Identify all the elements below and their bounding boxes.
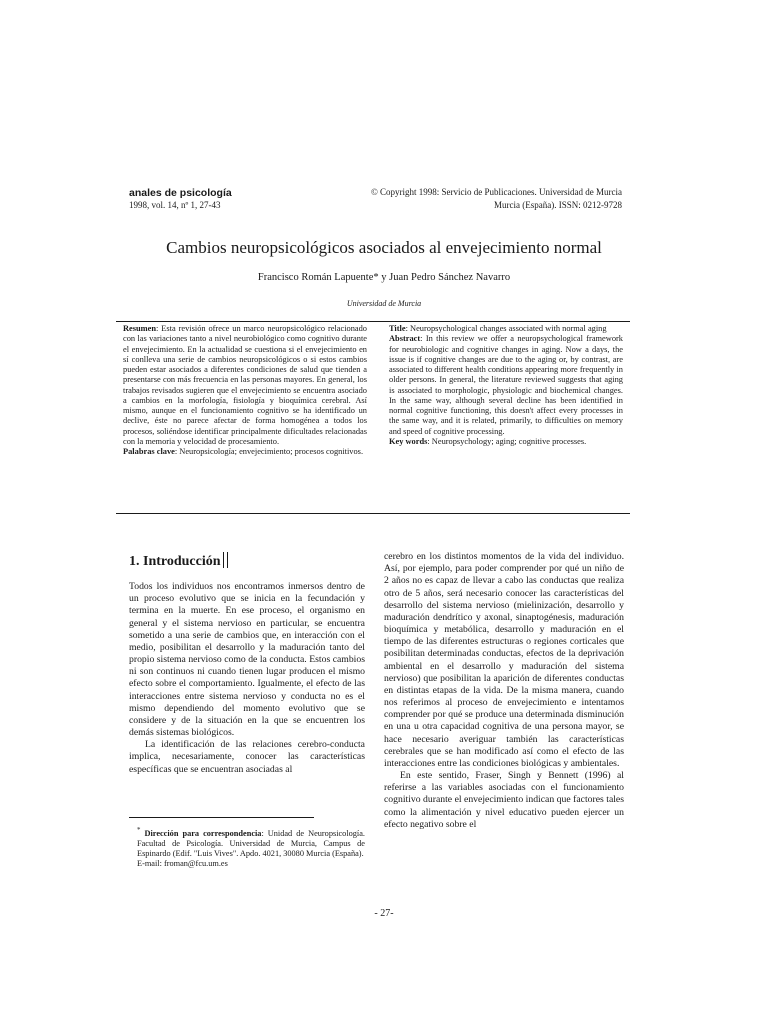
footnote-email: E-mail: froman@fcu.um.es xyxy=(137,859,228,869)
author-line: Francisco Román Lapuente* y Juan Pedro Sánchez Navarro xyxy=(257,272,511,283)
section-heading xyxy=(129,552,228,570)
text-cursor xyxy=(223,552,228,568)
palabras-clave-text: : Neuropsicología; envejecimiento; procesos cognitivos. xyxy=(174,447,364,456)
body-column-left xyxy=(129,581,365,776)
body-column-right xyxy=(384,551,624,831)
resumen-label: Resumen xyxy=(123,324,157,333)
abstract-label: Abstract xyxy=(389,334,421,344)
page-number: - 27- xyxy=(374,908,394,919)
paragraph: En este sentido, Fraser, Singh y Bennett (1996) al referirse a las variables asociadas con el funcionamiento cognitivo durante el envejecimiento indican que factores tales como la alimentación y nivel educativo pueden ejercer un efecto negativo sobre el xyxy=(384,770,624,830)
abstract-english xyxy=(389,324,623,447)
key-words-text: : Neuropsychology; aging; cognitive processes. xyxy=(427,436,587,446)
abstract-box xyxy=(116,321,630,514)
paragraph: cerebro en los distintos momentos de la vida del individuo. Así, por ejemplo, para poder comprender por qué un niño de 2 años no es capaz de llevar a cabo las conductas que realiza otro de 5 años, será necesario conocer las características del desarrollo del sistema nervioso (mielinización, desarrollo y maduración dendrítico y axonal, sinaptogénesis, maduración bioquímica y metabólica, desarrollo y maduración en el tiempo de las diferentes estructuras o regiones corticales que posibilitan determinadas conductas, efectos de la deprivación ambiental en el desarrollo y maduración del sistema nervioso) que posibilitan la aparición de diferentes conductas en distintas etapas de la vida. De la misma manera, cuando nos referimos al proceso de envejecimiento e intentamos comprender por qué se produce una determinada disminución en una u otra capacidad cognitiva de una persona mayor, se hace necesario averiguar también las características cerebrales que se han modificado así como el efecto de las interacciones entre las condiciones biológicas y ambientales. xyxy=(384,551,624,769)
palabras-clave-label: Palabras clave xyxy=(123,447,175,456)
paragraph: Todos los individuos nos encontramos inmersos dentro de un proceso evolutivo que se inicia en la fecundación y termina en la muerte. En ese proceso, el organismo en general y el sistema nervioso en particular, se encuentra sometido a una serie de cambios que, en interacción con el medio, posibilitan el desarrollo y la maduración tanto del propio sistema nervioso como de la conducta. Estos cambios ni son continuos ni cuando tienen lugar producen el mismo efecto sobre el comportamiento. Igualmente, el efecto de las interacciones entre sistema nervioso y conducta no es el mismo dependiendo del momento evolutivo que se considere y de la situación en la que se encuentren los demás sistemas biológicos. xyxy=(129,581,365,739)
footnote-text: : Unidad de Neuropsicología. Facultad de Psicología. Universidad de Murcia, Campus de Espinardo (Edif. "Luis Vives". Apdo. 4021, 30080 Murcia (España). xyxy=(137,828,365,858)
article-title: Cambios neuropsicológicos asociados al envejecimiento normal xyxy=(166,238,602,257)
section-heading-text: 1. Introducción xyxy=(129,554,221,569)
journal-name: anales de psicología xyxy=(129,187,232,199)
footnote-label: Dirección para correspondencia xyxy=(144,828,262,838)
copyright-line-1: © Copyright 1998: Servicio de Publicaciones. Universidad de Murcia xyxy=(370,187,622,197)
copyright-line-2: Murcia (España). ISSN: 0212-9728 xyxy=(494,200,622,210)
footnote-divider xyxy=(129,817,314,818)
key-words-label: Key words xyxy=(389,436,428,446)
english-title-text: : Neuropsychological changes associated with normal aging xyxy=(405,324,607,333)
abstract-spanish xyxy=(123,324,367,457)
title-label: Title xyxy=(389,324,406,333)
footnote xyxy=(129,827,365,869)
volume-info: 1998, vol. 14, nº 1, 27-43 xyxy=(129,200,221,210)
paragraph: La identificación de las relaciones cerebro-conducta implica, necesariamente, conocer las características específicas que se encuentran asociadas al xyxy=(129,739,365,775)
footnote-marker: * xyxy=(137,827,141,834)
affiliation: Universidad de Murcia xyxy=(346,299,422,308)
abstract-text: : In this review we offer a neuropsychological framework for neurobiologic and cognitive changes in aging. Now a days, the issue is if cognitive changes are due to the aging or, by contrast, are associated to different health conditions appearing more frequently in older persons. In general, the literature reviewed suggests that aging is associated to morphologic, physiologic and biochemical changes. In the same way, although several decline has been identified in normal cognitive functioning, this doesn't affect every processes in the same way, and it is related, primarily, to difficulties on memory and speed of cognitive processing. xyxy=(389,334,623,436)
resumen-text: : Esta revisión ofrece un marco neuropsicológico relacionado con las variaciones tanto a nivel neurobiológico como cognitivo durante el envejecimiento. En la actualidad se cuestiona si el envejecimiento en sí conlleva una serie de cambios neuropsicológicos o si estos cambios pueden estar asociados a diferentes condiciones de salud que tienden a presentarse con más frecuencia en las personas mayores. En general, los trabajos revisados sugieren que el envejecimiento se encuentra asociado a cambios en la morfología, fisiología y bioquímica cerebral. Así mismo, aunque en el funcionamiento cognitivo se ha identificado un declive, éste no parece afectar de forma homogénea a todos los procesos, soliéndose identificar principalmente dificultades relacionadas con la memoria y velocidad de procesamiento. xyxy=(123,324,367,446)
